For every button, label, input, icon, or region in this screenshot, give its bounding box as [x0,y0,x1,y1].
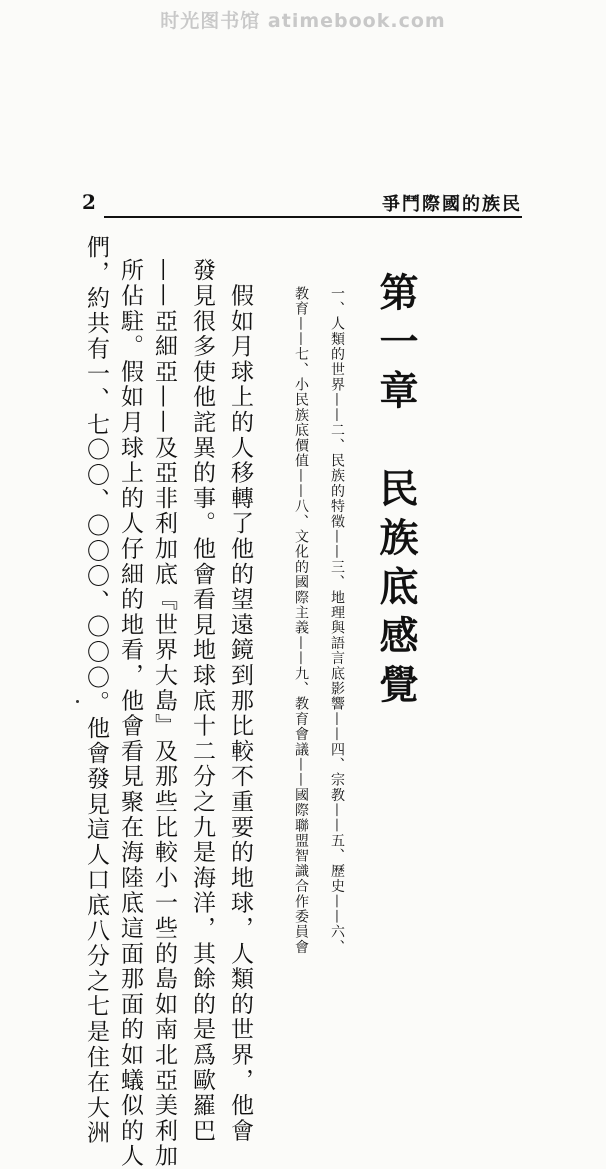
header-rule [104,216,522,218]
toc-line-1: 一、人類的世界——二、民族的特徵——三、地理與語言底影響——四、宗教——五、歷史——六、 [329,286,345,955]
toc-line-2: 教育——七、小民族底價值——八、文化的國際主義——九、教育會議——國際聯盟智識合作委員會 [293,286,309,955]
page-number: 2 [82,190,96,214]
body-column-5: 們，約共有一、七〇〇、〇〇〇、〇〇〇。他會發見這人口底八分之七是住在大洲 [83,235,109,1146]
watermark: 时光图书馆 atimebook.com [160,10,446,32]
body-column-4: 所佔駐。假如月球上的人仔細的地看，他會看見聚在海陸底這面那面的如蟻似的人 [117,258,143,1169]
page-header [82,186,522,222]
body-column-2: 發見很多使他詫異的事。他會看見地球底十二分之九是海洋，其餘的是爲歐羅巴 [189,258,215,1144]
running-title: 民族的國際鬥爭 [382,194,522,215]
body-column-1: 假如月球上的人移轉了他的望遠鏡到那比較不重要的地球，人類的世界，他會 [227,258,253,1144]
margin-dot [76,700,79,703]
body-column-3: ——亞細亞——及亞非利加底『世界大島』及那些比較小一些的島如南北亞美利加 [151,258,177,1169]
chapter-title: 第一章 民族底感覺 [373,272,419,713]
